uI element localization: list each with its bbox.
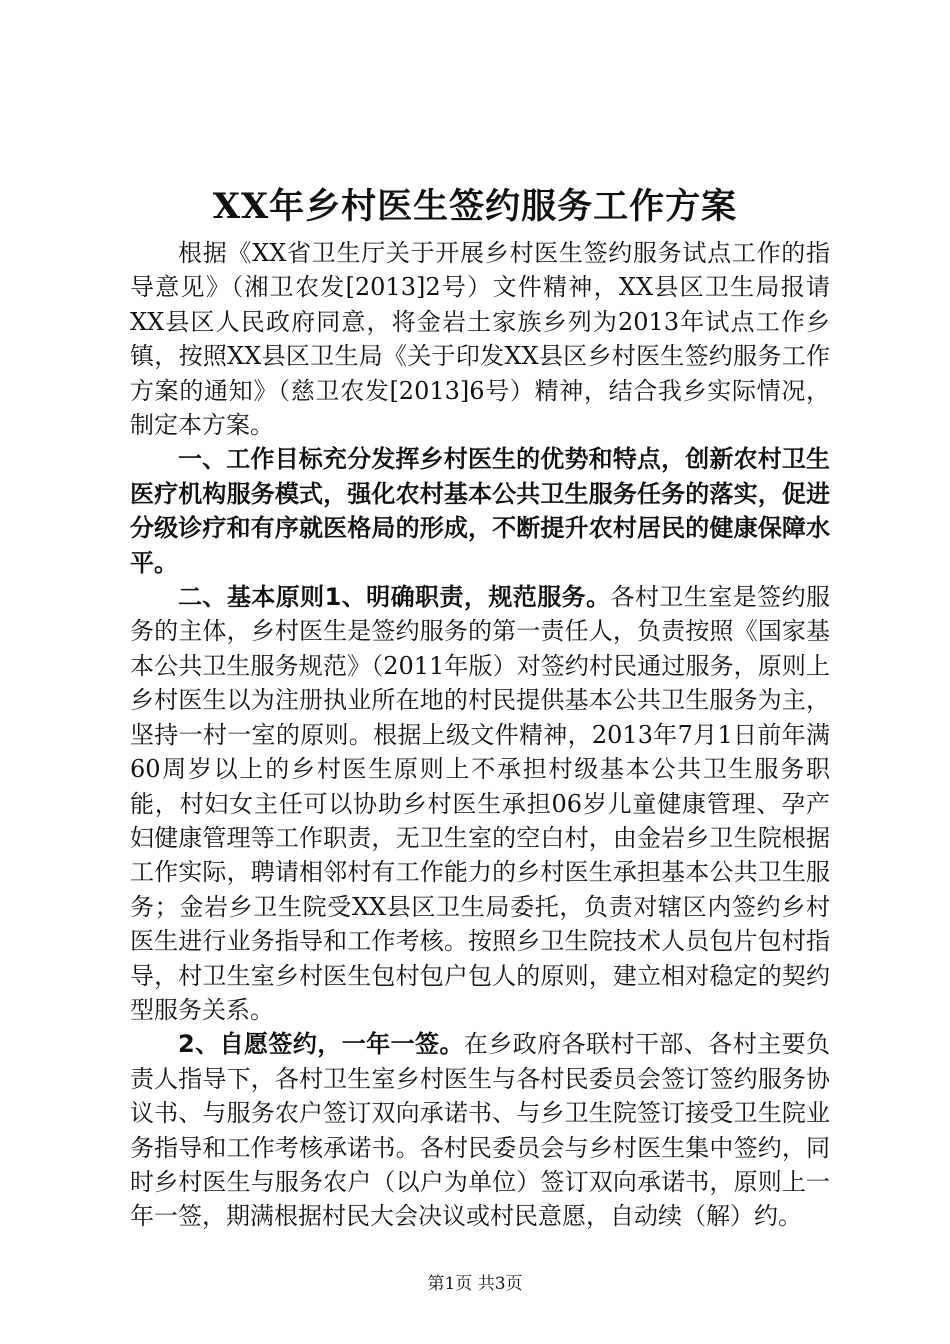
paragraph-work-goal [130, 442, 830, 580]
page-footer: 第1页 共3页 [427, 1274, 523, 1294]
section-heading: 二、基本原则1、明确职责，规范服务。 [178, 583, 611, 612]
document-title: XX年乡村医生签约服务工作方案 [212, 186, 738, 227]
paragraph-basic-principles [130, 580, 830, 1027]
document-body [130, 236, 830, 1234]
paragraph-voluntary-signing [130, 1027, 830, 1233]
section-heading: 一、工作目标充分发挥乡村医生的优势和特点，创新农村卫生医疗机构服务模式，强化农村基本公共卫生服务任务的落实，促进分级诊疗和有序就医格局的形成，不断提升农村居民的健康保障水平。 [130, 445, 830, 577]
paragraph-text: 各村卫生室是签约服务的主体，乡村医生是签约服务的第一责任人，负责按照《国家基本公共卫生服务规范》（2011年版）对签约村民通过服务，原则上乡村医生以为注册执业所在地的村民提供基本公共卫生服务为主，坚持一村一室的原则。根据上级文件精神，2013年7月1日前年满60周岁以上的乡村医生原则上不承担村级基本公共卫生服务职能，村妇女主任可以协助乡村医生承担06岁儿童健康管理、孕产妇健康管理等工作职责，无卫生室的空白村，由金岩乡卫生院根据工作实际，聘请相邻村有工作能力的乡村医生承担基本公共卫生服务；金岩乡卫生院受XX县区卫生局委托，负责对辖区内签约乡村医生进行业务指导和工作考核。按照乡卫生院技术人员包片包村指导，村卫生室乡村医生包村包户包人的原则，建立相对稳定的契约型服务关系。 [130, 583, 831, 1024]
paragraph-intro [130, 236, 830, 442]
paragraph-text: 根据《XX省卫生厅关于开展乡村医生签约服务试点工作的指导意见》（湘卫农发[2013]2号）文件精神，XX县区卫生局报请XX县区人民政府同意，将金岩土家族乡列为2013年试点工作乡镇，按照XX县区卫生局《关于印发XX县区乡村医生签约服务工作方案的通知》（慈卫农发[2013]6号）精神，结合我乡实际情况，制定本方案。 [130, 239, 830, 440]
paragraph-text: 在乡政府各联村干部、各村主要负责人指导下，各村卫生室乡村医生与各村民委员会签订签约服务协议书、与服务农户签订双向承诺书、与乡卫生院签订接受卫生院业务指导和工作考核承诺书。各村民委员会与乡村医生集中签约，同时乡村医生与服务农户（以户为单位）签订双向承诺书，原则上一年一签，期满根据村民大会决议或村民意愿，自动续（解）约。 [130, 1030, 831, 1231]
section-heading: 2、自愿签约，一年一签。 [178, 1030, 464, 1059]
